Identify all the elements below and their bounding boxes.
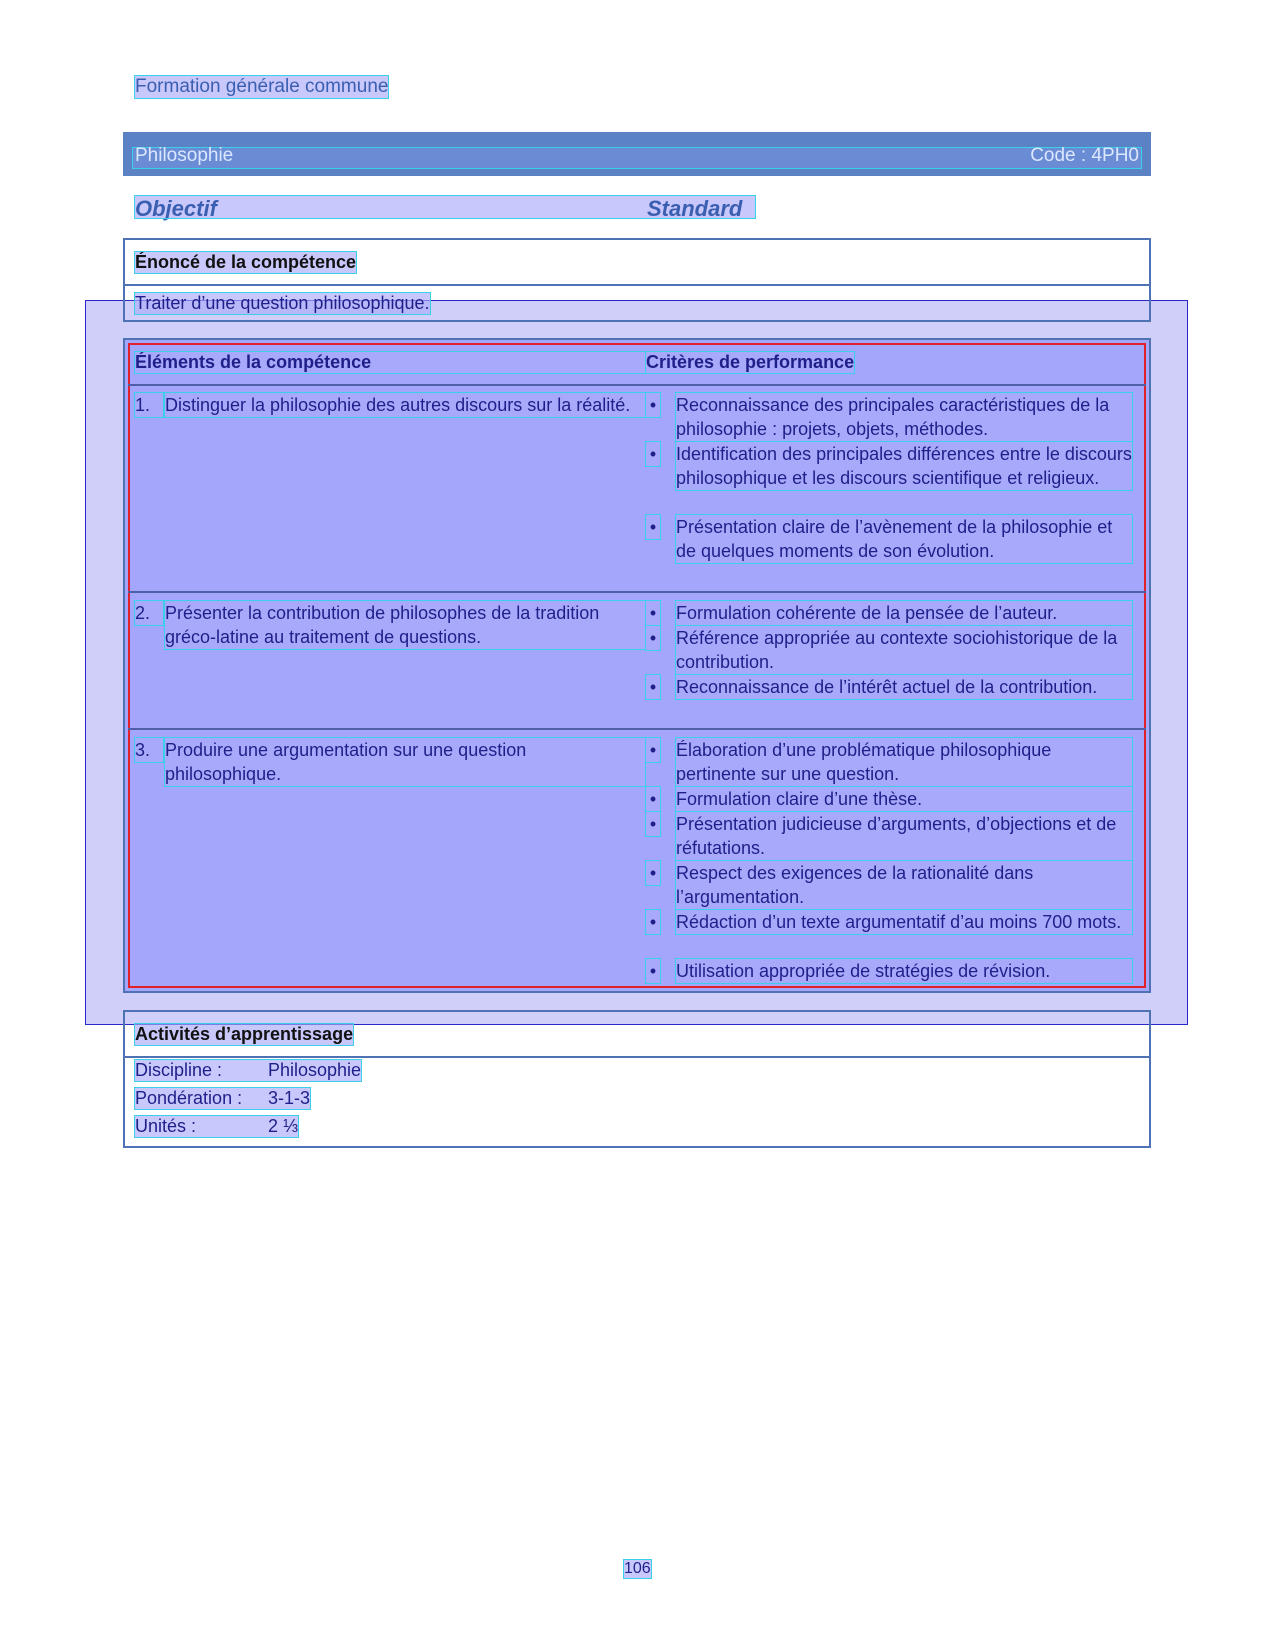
element-text: Présenter la contribution de philosophes de la tradition gréco-latine au traitement de questions. (165, 601, 645, 649)
activites-row (135, 1116, 298, 1137)
bullet-icon: • (646, 515, 660, 539)
critere-text: Formulation cohérente de la pensée de l’auteur. (676, 601, 1132, 625)
critere-text: Identification des principales différences entre le discours philosophique et les discours scientifique et religieux. (676, 444, 1132, 488)
row-divider (128, 591, 1146, 593)
activites-key: Pondération : (135, 1088, 243, 1108)
critere-text: Rédaction d’un texte argumentatif d’au moins 700 mots. (676, 910, 1132, 934)
objectif-standard-row (135, 196, 755, 221)
col-header-criteres: Critères de performance (646, 352, 855, 372)
course-title: Philosophie (135, 145, 234, 166)
activites-key: Unités : (135, 1116, 197, 1136)
bullet-icon: • (646, 393, 660, 417)
row-divider (128, 728, 1146, 730)
bullet-icon: • (646, 787, 660, 811)
bullet-icon: • (646, 601, 660, 625)
bullet-icon: • (646, 812, 660, 836)
course-header-bar (123, 132, 1151, 176)
col-header-elements: Éléments de la compétence (135, 352, 645, 373)
bullet-icon: • (646, 626, 660, 650)
activites-value: 3-1-3 (268, 1088, 311, 1108)
critere-text: Référence appropriée au contexte sociohistorique de la contribution. (676, 626, 1132, 674)
course-header-highlight (133, 148, 1141, 168)
bullet-icon: • (646, 861, 660, 885)
element-number: 1. (135, 393, 163, 417)
table-row (0, 601, 1275, 697)
critere-text: Formulation claire d’une thèse. (676, 787, 1132, 811)
activites-key: Discipline : (135, 1060, 223, 1080)
activites-value: 2 ⅓ (268, 1116, 299, 1136)
critere-text: Respect des exigences de la rationalité dans l’argumentation. (676, 861, 1132, 909)
header-divider (128, 384, 1146, 386)
bullet-icon: • (646, 675, 660, 699)
critere-text: Reconnaissance de l’intérêt actuel de la contribution. (676, 675, 1132, 699)
page-number: 106 (624, 1560, 651, 1577)
objectif-label: Objectif (135, 196, 217, 221)
element-text: Distinguer la philosophie des autres discours sur la réalité. (165, 393, 645, 417)
activites-title: Activités d’apprentissage (135, 1024, 354, 1044)
element-number: 2. (135, 601, 163, 625)
element-number: 3. (135, 738, 163, 762)
critere-text: Reconnaissance des principales caractéristiques de la philosophie : projets, objets, méthodes. (676, 393, 1132, 441)
activites-value: Philosophie (268, 1060, 362, 1080)
bullet-icon: • (646, 910, 660, 934)
section-label: Formation générale commune (135, 76, 389, 97)
enonce-divider (125, 284, 1149, 286)
enonce-text: Traiter d’une question philosophique. (135, 293, 430, 313)
course-code: Code : 4PH0 (1030, 145, 1139, 166)
bullet-icon: • (646, 442, 660, 466)
bullet-icon: • (646, 959, 660, 983)
critere-text: Présentation claire de l’avènement de la philosophie et de quelques moments de son évolution. (676, 515, 1132, 563)
activites-divider (125, 1056, 1149, 1058)
critere-text: Présentation judicieuse d’arguments, d’objections et de réfutations. (676, 812, 1132, 860)
bullet-icon: • (646, 738, 660, 762)
enonce-title: Énoncé de la compétence (135, 252, 357, 272)
critere-text: Élaboration d’une problématique philosophique pertinente sur une question. (676, 738, 1132, 786)
activites-row (135, 1088, 310, 1109)
element-text: Produire une argumentation sur une question philosophique. (165, 738, 645, 786)
standard-label: Standard (647, 196, 743, 221)
critere-text: Utilisation appropriée de stratégies de révision. (676, 959, 1132, 983)
table-row (0, 393, 1275, 561)
table-row (0, 738, 1275, 981)
activites-row (135, 1060, 361, 1081)
